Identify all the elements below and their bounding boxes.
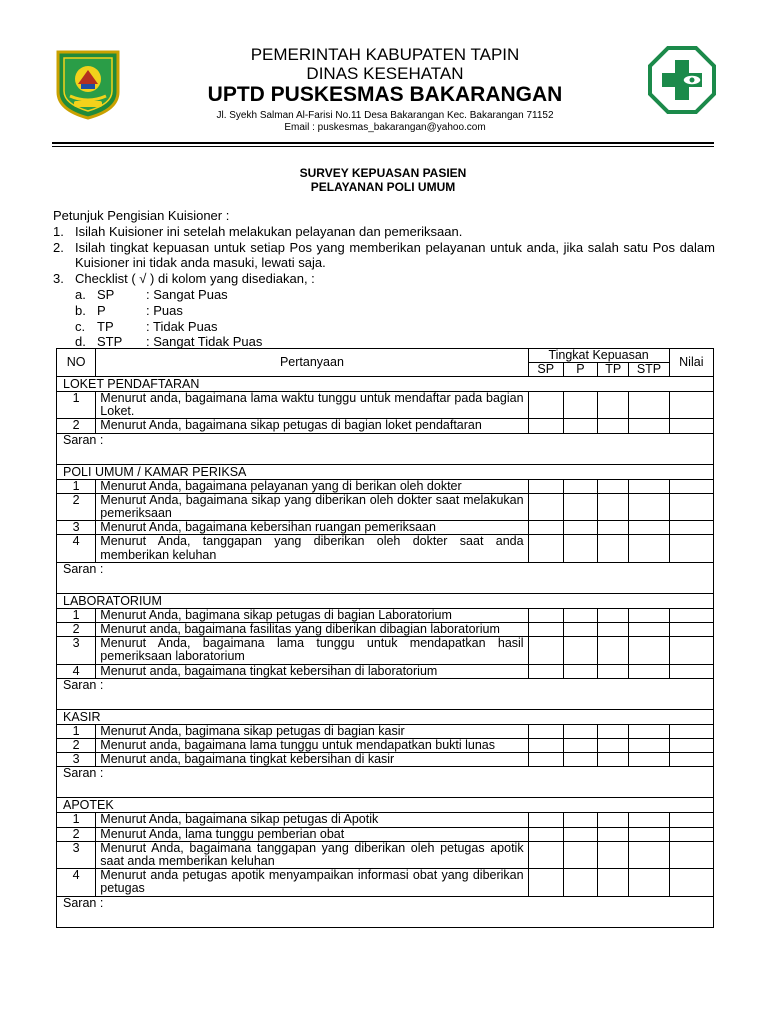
answer-cell-tp[interactable] [598,608,629,622]
puskesmas-logo [648,46,716,114]
answer-cell-value[interactable] [669,535,713,562]
section-title: LOKET PENDAFTARAN [57,377,714,392]
answer-cell-stp[interactable] [629,392,669,419]
instructions [53,208,715,350]
question-text: Menurut Anda, bagaimana kebersihan ruangan pemeriksaan [96,521,528,535]
answer-cell-value[interactable] [669,521,713,535]
answer-cell-p[interactable] [563,608,597,622]
answer-cell-p[interactable] [563,827,597,841]
column-header-p: P [563,363,597,377]
answer-cell-value[interactable] [669,608,713,622]
question-row [57,419,714,433]
question-number: 4 [57,535,96,562]
question-number: 3 [57,753,96,767]
section-title: APOTEK [57,798,714,813]
survey-title: SURVEY KEPUASAN PASIEN [299,166,467,180]
legend-letter: d. [75,334,86,350]
answer-cell-sp[interactable] [528,608,563,622]
answer-cell-value[interactable] [669,419,713,433]
question-text: Menurut Anda, bagaimana sikap yang diberikan oleh dokter saat melakukan pemeriksaan [96,493,528,520]
instruction-text: Checklist ( √ ) di kolom yang disediakan, : [75,271,315,287]
answer-cell-sp[interactable] [528,637,563,664]
answer-cell-stp[interactable] [629,521,669,535]
answer-cell-tp[interactable] [598,419,629,433]
column-header-satisfaction-level: Tingkat Kepuasan [528,349,669,363]
question-text: Menurut anda, bagaimana lama waktu tunggu untuk mendaftar pada bagian Loket. [96,392,528,419]
answer-cell-p[interactable] [563,724,597,738]
section-header-row [57,377,714,392]
question-text: Menurut Anda, bagaimana sikap petugas di bagian loket pendaftaran [96,419,528,433]
answer-cell-sp[interactable] [528,623,563,637]
question-number: 2 [57,493,96,520]
question-text: Menurut Anda, bagimana sikap petugas di bagian Laboratorium [96,608,528,622]
question-text: Menurut Anda, bagaimana pelayanan yang di berikan oleh dokter [96,479,528,493]
answer-cell-tp[interactable] [598,521,629,535]
answer-cell-tp[interactable] [598,392,629,419]
answer-cell-value[interactable] [669,637,713,664]
answer-cell-tp[interactable] [598,535,629,562]
answer-cell-stp[interactable] [629,664,669,678]
header-government-line: PEMERINTAH KABUPATEN TAPIN [250,45,520,64]
answer-cell-stp[interactable] [629,608,669,622]
question-number: 1 [57,392,96,419]
suggestion-row [57,678,714,709]
answer-cell-stp[interactable] [629,535,669,562]
legend-letter: b. [75,302,86,318]
suggestion-field[interactable]: Saran : [57,562,714,593]
question-text: Menurut Anda, bagaimana lama tunggu untuk mendapatkan hasil pemeriksaan laboratorium [96,637,528,664]
column-header-tp: TP [598,363,629,377]
instruction-text: Isilah tingkat kepuasan untuk setiap Pos yang memberikan pelayanan untuk anda, jika salah satu Pos dalam Kuisioner ini tidak anda masuki, lewati saja. [75,239,715,271]
questionnaire-body [57,377,714,928]
instruction-text: Isilah Kuisioner ini setelah melakukan pelayanan dan pemeriksaan. [75,223,463,239]
answer-cell-p[interactable] [563,392,597,419]
answer-cell-sp[interactable] [528,813,563,827]
answer-cell-tp[interactable] [598,739,629,753]
instruction-item [53,240,715,272]
answer-cell-stp[interactable] [629,869,669,896]
header-email: Email : puskesmas_bakarangan@yahoo.com [284,122,486,133]
section-header-row [57,798,714,813]
question-number: 3 [57,841,96,868]
question-number: 3 [57,521,96,535]
question-number: 4 [57,664,96,678]
answer-cell-sp[interactable] [528,535,563,562]
answer-cell-p[interactable] [563,841,597,868]
suggestion-field[interactable]: Saran : [57,767,714,798]
answer-cell-value[interactable] [669,841,713,868]
answer-cell-tp[interactable] [598,493,629,520]
legend-letter: c. [75,318,86,334]
answer-cell-p[interactable] [563,664,597,678]
column-header-sp: SP [528,363,563,377]
instruction-number: 2. [53,239,64,255]
answer-cell-p[interactable] [563,869,597,896]
answer-cell-sp[interactable] [528,753,563,767]
legend-letter: a. [75,286,86,302]
header-institution-name: UPTD PUSKESMAS BAKARANGAN [207,83,563,106]
question-text: Menurut anda, bagaimana fasilitas yang diberikan dibagian laboratorium [96,623,528,637]
answer-cell-value[interactable] [669,739,713,753]
section-title: LABORATORIUM [57,593,714,608]
suggestion-row [57,433,714,464]
answer-cell-stp[interactable] [629,739,669,753]
answer-cell-p[interactable] [563,753,597,767]
header-address: Jl. Syekh Salman Al-Farisi No.11 Desa Bakarangan Kec. Bakarangan 71152 [216,110,554,121]
answer-cell-value[interactable] [669,623,713,637]
question-text: Menurut anda, bagaimana tingkat kebersihan di laboratorium [96,664,528,678]
answer-cell-sp[interactable] [528,869,563,896]
answer-cell-sp[interactable] [528,724,563,738]
question-text: Menurut Anda, bagimana sikap petugas di bagian kasir [96,724,528,738]
answer-cell-sp[interactable] [528,479,563,493]
question-row [57,608,714,622]
question-row [57,521,714,535]
question-text: Menurut anda petugas apotik menyampaikan informasi obat yang diberikan petugas [96,869,528,896]
question-text: Menurut Anda, bagaimana tanggapan yang diberikan oleh petugas apotik saat anda memberikan keluhan [96,841,528,868]
instructions-heading: Petunjuk Pengisian Kuisioner : [53,208,230,223]
legend-meaning: : Sangat Tidak Puas [146,334,263,350]
question-number: 2 [57,739,96,753]
answer-cell-sp[interactable] [528,419,563,433]
question-row [57,813,714,827]
question-number: 1 [57,608,96,622]
answer-cell-tp[interactable] [598,869,629,896]
answer-cell-value[interactable] [669,753,713,767]
legend-meaning: : Puas [146,302,183,318]
column-header-value: Nilai [669,349,713,377]
answer-cell-tp[interactable] [598,623,629,637]
column-header-question: Pertanyaan [96,349,528,377]
suggestion-row [57,562,714,593]
answer-cell-p[interactable] [563,623,597,637]
answer-cell-sp[interactable] [528,739,563,753]
legend-item [53,287,715,303]
question-number: 2 [57,827,96,841]
legend-code: STP [97,334,123,350]
answer-cell-stp[interactable] [629,419,669,433]
answer-cell-p[interactable] [563,479,597,493]
questionnaire-table [56,348,714,928]
answer-cell-value[interactable] [669,827,713,841]
question-text: Menurut Anda, tanggapan yang diberikan oleh dokter saat anda memberikan keluhan [96,535,528,562]
answer-cell-stp[interactable] [629,493,669,520]
question-row [57,637,714,664]
question-row [57,869,714,896]
answer-cell-sp[interactable] [528,392,563,419]
legend-item [53,303,715,319]
answer-cell-p[interactable] [563,813,597,827]
suggestion-field[interactable]: Saran : [57,433,714,464]
header-department-line: DINAS KESEHATAN [306,64,464,83]
suggestion-field[interactable]: Saran : [57,896,714,927]
answer-cell-p[interactable] [563,493,597,520]
legend-code: SP [97,286,115,302]
answer-cell-sp[interactable] [528,827,563,841]
question-number: 3 [57,637,96,664]
question-row [57,392,714,419]
answer-cell-tp[interactable] [598,479,629,493]
answer-cell-tp[interactable] [598,664,629,678]
answer-cell-stp[interactable] [629,479,669,493]
question-row [57,753,714,767]
section-header-row [57,709,714,724]
answer-cell-value[interactable] [669,493,713,520]
question-row [57,623,714,637]
question-number: 2 [57,419,96,433]
answer-cell-sp[interactable] [528,841,563,868]
section-header-row [57,593,714,608]
question-row [57,739,714,753]
section-title: POLI UMUM / KAMAR PERIKSA [57,464,714,479]
survey-subtitle: PELAYANAN POLI UMUM [310,180,456,194]
answer-cell-p[interactable] [563,637,597,664]
question-number: 2 [57,623,96,637]
instruction-number: 1. [53,223,64,239]
answer-cell-stp[interactable] [629,637,669,664]
question-row [57,724,714,738]
answer-cell-stp[interactable] [629,841,669,868]
answer-cell-tp[interactable] [598,813,629,827]
answer-cell-p[interactable] [563,739,597,753]
answer-cell-stp[interactable] [629,753,669,767]
suggestion-row [57,896,714,927]
section-title: KASIR [57,709,714,724]
answer-cell-sp[interactable] [528,493,563,520]
answer-cell-value[interactable] [669,392,713,419]
question-row [57,479,714,493]
answer-cell-tp[interactable] [598,724,629,738]
legend-code: TP [97,318,114,334]
column-header-no: NO [57,349,96,377]
question-text: Menurut Anda, bagaimana sikap petugas di Apotik [96,813,528,827]
legend-meaning: : Sangat Puas [146,286,228,302]
tapin-regency-emblem [54,46,122,120]
question-row [57,827,714,841]
answer-cell-p[interactable] [563,535,597,562]
answer-cell-value[interactable] [669,813,713,827]
question-number: 1 [57,724,96,738]
question-row [57,841,714,868]
question-text: Menurut Anda, lama tunggu pemberian obat [96,827,528,841]
answer-cell-value[interactable] [669,869,713,896]
answer-cell-p[interactable] [563,419,597,433]
answer-cell-tp[interactable] [598,637,629,664]
legend-item [53,319,715,335]
question-number: 1 [57,813,96,827]
question-number: 4 [57,869,96,896]
answer-cell-p[interactable] [563,521,597,535]
answer-cell-value[interactable] [669,724,713,738]
answer-cell-tp[interactable] [598,841,629,868]
answer-cell-stp[interactable] [629,724,669,738]
instruction-item [53,271,715,287]
instruction-item [53,224,715,240]
question-text: Menurut anda, bagaimana tingkat kebersihan di kasir [96,753,528,767]
section-header-row [57,464,714,479]
answer-cell-value[interactable] [669,664,713,678]
answer-cell-value[interactable] [669,479,713,493]
answer-cell-tp[interactable] [598,827,629,841]
answer-cell-stp[interactable] [629,813,669,827]
answer-cell-stp[interactable] [629,623,669,637]
column-header-stp: STP [629,363,669,377]
question-text: Menurut anda, bagaimana lama tunggu untuk mendapatkan bukti lunas [96,739,528,753]
instruction-number: 3. [53,271,64,287]
legend-code: P [97,302,106,318]
question-row [57,493,714,520]
suggestion-field[interactable]: Saran : [57,678,714,709]
question-number: 1 [57,479,96,493]
answer-cell-sp[interactable] [528,521,563,535]
suggestion-row [57,767,714,798]
answer-cell-tp[interactable] [598,753,629,767]
question-row [57,664,714,678]
letterhead-rule-thin [52,146,714,147]
letterhead-rule-thick [52,142,714,144]
question-row [57,535,714,562]
answer-cell-stp[interactable] [629,827,669,841]
answer-cell-sp[interactable] [528,664,563,678]
legend-meaning: : Tidak Puas [146,318,218,334]
